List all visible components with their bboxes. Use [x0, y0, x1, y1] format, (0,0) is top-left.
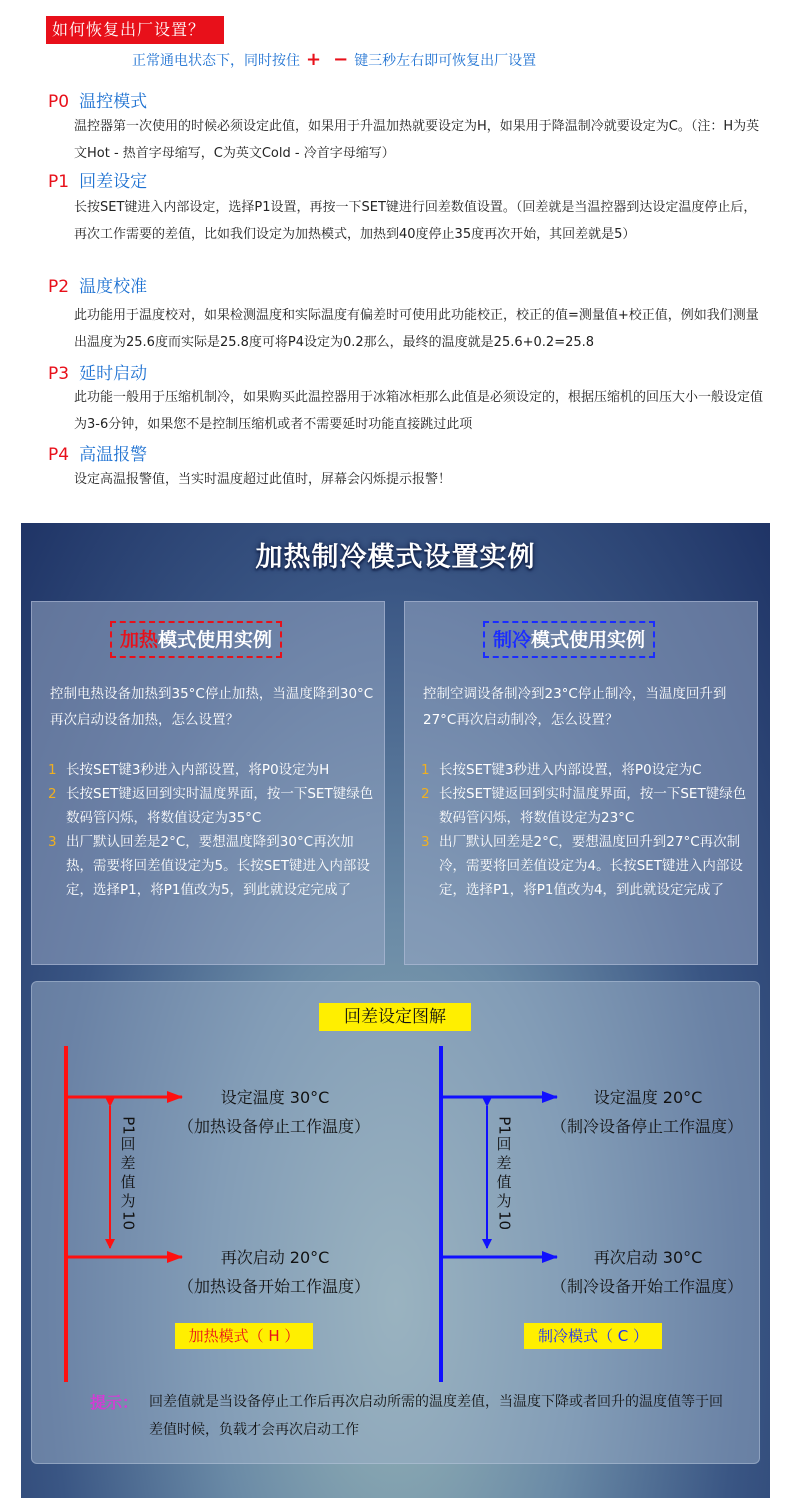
step-number: 3 — [48, 834, 57, 850]
step-number: 1 — [421, 762, 430, 778]
cold-stop-note: （制冷设备停止工作温度） — [550, 1117, 743, 1136]
panel-title: 加热制冷模式设置实例 — [255, 542, 536, 573]
heat-hysteresis-vertical-label: P1 回 差 值 为 10 — [119, 1116, 138, 1231]
step-number: 2 — [48, 786, 57, 802]
tip-label: 提示： — [90, 1393, 139, 1412]
step-number: 2 — [421, 786, 430, 802]
step-number: 3 — [421, 834, 430, 850]
cooling-mode-badge: 制冷模式（ C ） — [524, 1323, 662, 1349]
step-text: 长按SET键3秒进入内部设置，将P0设定为H — [66, 762, 330, 778]
cooling-card-heading — [483, 621, 655, 658]
param-p2-description: 此功能用于温度校对，如果检测温度和实际温度有偏差时可使用此功能校正，校正的值=测量值+校正值，例如我们测量出温度为25.6度而实际是25.8度可将P4设定为0.2那么，最终的温度就是25.6+0.2=25.8 — [74, 308, 759, 350]
list-item — [421, 782, 751, 830]
param-p4-description: 设定高温报警值，当实时温度超过此值时，屏幕会闪烁提示报警！ — [74, 472, 452, 487]
heading-rest: 模式使用实例 — [158, 629, 273, 651]
cooling-card-intro: 控制空调设备制冷到23°C停止制冷，当温度回升到27°C再次启动制冷，怎么设置？ — [423, 686, 727, 728]
cold-restart-label: 再次启动 30°C — [593, 1248, 703, 1267]
param-name: 温控模式 — [79, 92, 148, 112]
heat-restart-label: 再次启动 20°C — [220, 1248, 330, 1267]
param-p1-heading — [48, 170, 147, 194]
heading-rest: 模式使用实例 — [531, 629, 646, 651]
list-item — [48, 830, 378, 902]
heating-example-card — [31, 601, 385, 965]
param-code: P2 — [48, 277, 70, 297]
list-item — [421, 830, 751, 902]
param-code: P0 — [48, 92, 70, 112]
param-p2-heading — [48, 275, 147, 299]
param-p0-heading — [48, 90, 147, 114]
param-p3-heading — [48, 362, 147, 386]
heating-steps — [48, 758, 378, 902]
step-text: 出厂默认回差是2°C，要想温度降到30°C再次加热，需要将回差值设定为5。长按SET键进入内部设定，选择P1，将P1值改为5，到此就设定完成了 — [66, 834, 370, 898]
cooling-example-card — [404, 601, 758, 965]
reset-instruction — [132, 49, 536, 71]
step-text: 长按SET键返回到实时温度界面，按一下SET键绿色数码管闪烁，将数值设定为23°C — [439, 786, 747, 826]
param-name: 回差设定 — [79, 172, 148, 192]
heat-start-note: （加热设备开始工作温度） — [177, 1277, 370, 1296]
cold-start-note: （制冷设备开始工作温度） — [550, 1277, 743, 1296]
list-item — [48, 758, 378, 782]
param-p3-description: 此功能一般用于压缩机制冷，如果购买此温控器用于冰箱冰柜那么此值是必须设定的，根据压缩机的回压大小一般设定值为3-6分钟，如果您不是控制压缩机或者不需要延时功能直接跳过此项 — [74, 390, 764, 432]
param-code: P4 — [48, 445, 70, 465]
heating-mode-badge: 加热模式（ H ） — [175, 1323, 313, 1349]
reset-title: 如何恢复出厂设置？ — [46, 16, 224, 44]
diagram-title: 回差设定图解 — [319, 1003, 471, 1031]
param-p0-description: 温控器第一次使用的时候必须设定此值，如果用于升温加热就要设定为H，如果用于降温制冷就要设定为C。（注：H为英文Hot - 热首字母缩写，C为英文Cold - 冷首字母缩写） — [74, 119, 760, 161]
param-name: 高温报警 — [79, 445, 148, 465]
mode-examples-panel — [21, 523, 770, 1498]
cooling-steps — [421, 758, 751, 902]
plus-key-symbol: + — [306, 49, 322, 70]
heat-set-temp-label: 设定温度 30°C — [220, 1088, 330, 1107]
reset-text-before: 正常通电状态下，同时按住 — [132, 53, 300, 69]
heating-card-intro: 控制电热设备加热到35°C停止加热，当温度降到30°C再次启动设备加热，怎么设置？ — [50, 686, 374, 728]
heading-highlight: 制冷 — [493, 629, 532, 651]
reset-text-after: 键三秒左右即可恢复出厂设置 — [354, 53, 537, 69]
cold-hysteresis-vertical-label: P1 回 差 值 为 10 — [495, 1116, 514, 1231]
param-p4-heading — [48, 443, 147, 467]
tip-text: 回差值就是当设备停止工作后再次启动所需的温度差值，当温度下降或者回升的温度值等于回差值时候，负载才会再次启动工作 — [149, 1394, 723, 1438]
step-text: 长按SET键返回到实时温度界面，按一下SET键绿色数码管闪烁，将数值设定为35°C — [66, 786, 374, 826]
param-name: 延时启动 — [79, 364, 148, 384]
minus-key-symbol: − — [333, 49, 349, 70]
heating-card-heading — [110, 621, 282, 658]
step-number: 1 — [48, 762, 57, 778]
step-text: 出厂默认回差是2°C，要想温度回升到27°C再次制冷，需要将回差值设定为4。长按SET键进入内部设定，选择P1，将P1值改为4，到此就设定完成了 — [439, 834, 743, 898]
param-code: P1 — [48, 172, 70, 192]
param-p1-description: 长按SET键进入内部设定，选择P1设置，再按一下SET键进行回差数值设置。（回差就是当温控器到达设定温度停止后，再次工作需要的差值，比如我们设定为加热模式，加热到40度停止35度再次开始，其回差就是5） — [74, 200, 757, 242]
param-name: 温度校准 — [79, 277, 148, 297]
cold-set-temp-label: 设定温度 20°C — [593, 1088, 703, 1107]
list-item — [48, 782, 378, 830]
step-text: 长按SET键3秒进入内部设置，将P0设定为C — [439, 762, 702, 778]
param-code: P3 — [48, 364, 70, 384]
hysteresis-diagram — [31, 981, 760, 1464]
heat-stop-note: （加热设备停止工作温度） — [177, 1117, 370, 1136]
list-item — [421, 758, 751, 782]
heading-highlight: 加热 — [120, 629, 159, 651]
